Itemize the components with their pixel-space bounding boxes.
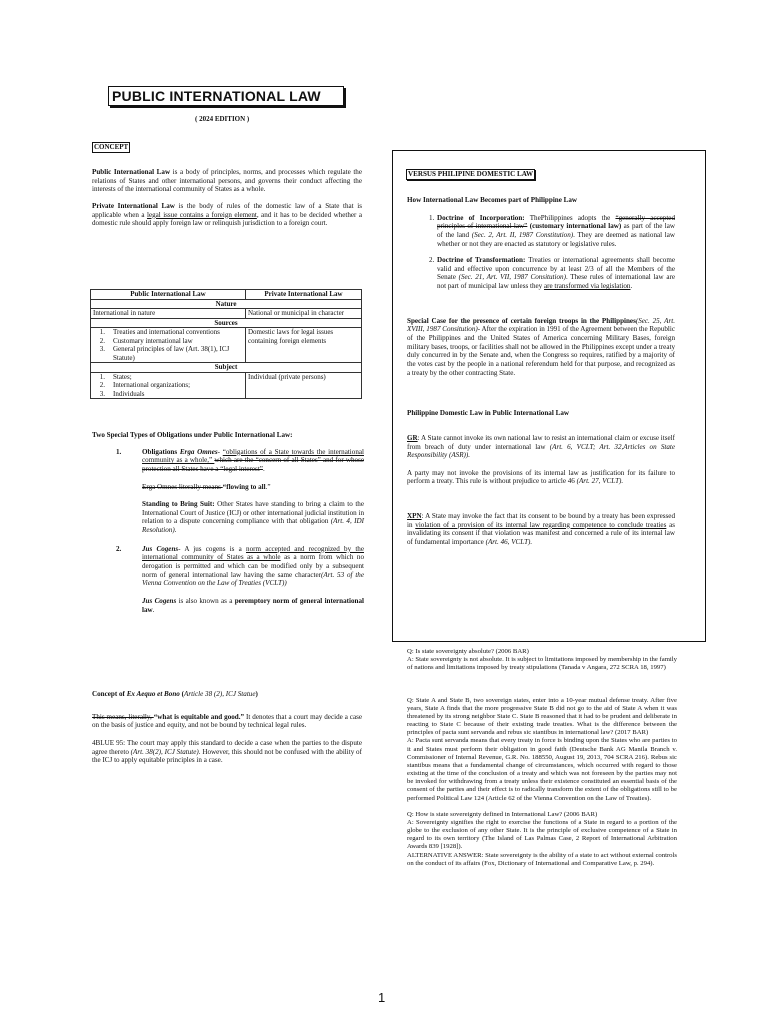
- privil-def-underlined: legal issue contains a foreign element: [146, 210, 257, 219]
- special-heading: Two Special Types of Obligations under Public International Law:: [92, 431, 293, 439]
- list-number: 2.: [99, 336, 105, 345]
- privil-def-text-b: , and it has to be decided whether a domestic rule should apply foreign law or relinquish jurisdiction to a foreign court.: [92, 210, 362, 228]
- period: .: [152, 605, 155, 614]
- incorporation-text-c: as part of the law of the land: [437, 222, 675, 239]
- jus-cogens-body: [142, 545, 364, 614]
- p2-text-a: 4BLUE 95: The court may apply this standard to decide a case when the parties to the dispute agree thereto: [92, 738, 362, 756]
- incorporation-struck: “generally accepted principles of international law”: [437, 213, 675, 231]
- period: .: [262, 464, 265, 473]
- ex-aequo-p1: [92, 713, 362, 730]
- question: Q: How is state sovereignty defined in International Law? (2006 BAR): [407, 810, 598, 818]
- gr-label: GR: [407, 433, 418, 442]
- comparison-table: [90, 289, 362, 399]
- answer: A: Pacta sunt servanda means that every treaty in force is binding upon the States who are parties to it and States must perform their obligation in good faith (Deutsche Bank AG Manila Branch v. Commissioner of Internal Revenue, G.R. No. 188550, August 19, 2013, 704 SCRA 216). Rebus sic stantibus means that a fundamental change of circumstances, which occurred with regard to those existing at the time of the conclusion of a treaty and which was not foreseen by the parties may not be invoked for withdrawing from a treaty unless their existence constituted an essential basis of the consent of the parties and their effect is to radically transform the extent of the obligations still to be performed Political Law 124 (Article 62 of the Vienna Convention on the Law of Treaties).: [407, 737, 677, 802]
- gr-paragraph: [407, 434, 675, 460]
- list-item: [407, 256, 675, 291]
- party-cite: (Art. 27, VCLT).: [576, 477, 624, 486]
- period: .: [630, 282, 633, 291]
- erga-omnes-literal-a: Erga Omnes: [142, 482, 178, 491]
- heading-part: (: [179, 690, 184, 698]
- versus-heading: VERSUS PHILIPINE DOMESTIC LAW: [408, 170, 534, 178]
- p2-text-b: . However, this should not be confused with the ability of the ICJ to apply equitable principles in a case.: [92, 747, 362, 765]
- erga-omnes-quote-1: “obligations of a State towards the international community as a whole,”: [142, 447, 364, 465]
- table-section-sources: Sources: [91, 318, 362, 328]
- qa-item: [407, 811, 677, 868]
- domestic-heading: Philippine Domestic Law in Public International Law: [407, 409, 569, 418]
- list-number: 1.: [99, 328, 105, 337]
- special-obligations-section: [92, 431, 364, 614]
- standing-cite: (Art. 4, IDI Resolution).: [142, 517, 364, 535]
- erga-omnes-term: Obligations: [142, 447, 180, 456]
- erga-omnes-literal-d: .”: [265, 482, 271, 491]
- list-item: [93, 328, 243, 337]
- list-text: Treaties and international conventions: [113, 328, 220, 337]
- privil-term: Private International Law: [92, 201, 175, 210]
- incorporation-term: Doctrine of Incorporation:: [437, 213, 525, 222]
- transformation-term: Doctrine of Transformation:: [437, 256, 526, 265]
- party-text: A party may not invoke the provisions of its internal law as justification for its failure to perform a treaty. This rule is without prejudice to article 46: [407, 468, 675, 486]
- incorporation-bold: (customary international law): [527, 222, 622, 231]
- heading-italic: Ex Aequo et Bono: [126, 690, 180, 698]
- ex-aequo-section: [92, 690, 362, 765]
- list-number: 2.: [429, 256, 435, 265]
- pil-term: Public International Law: [92, 168, 171, 176]
- sources-list: [93, 328, 243, 362]
- table-cell: [91, 328, 246, 363]
- special-case-title: Special Case for the presence of certain foreign troops in the Philippines: [407, 316, 636, 325]
- special-case-text: - After the expiration in 1991 of the Agreement between the Republic of the Philippines and the United States of America concerning Military Bases, foreign military bases, troops, or facilities shall not be allowed in the Philippines except under a treaty duly concurred in by the Senate and, when the Congress so requires, ratified by a majority of the votes cast by the people in a national referendum held for that purpose, and recognized as a treaty by the other contracting State.: [407, 325, 675, 377]
- heading-part: Concept of: [92, 690, 127, 698]
- pil-def-text: is a body of principles, norms, and processes which regulate the relations of States and other international persons, and governs their conduct affecting the interests of the international community of States as a whole.: [92, 168, 363, 194]
- list-item: [407, 214, 675, 249]
- incorporation-text-d: . They are deemed as national law whether or not they are enacted as statutory or legislative rules.: [437, 230, 675, 248]
- table-header-pil: Public International Law: [91, 290, 246, 300]
- table-section-subject: Subject: [91, 363, 362, 373]
- list-text: Customary international law: [113, 336, 193, 345]
- erga-omnes-literal-b: literally means: [177, 482, 223, 491]
- list-number: 1.: [99, 372, 105, 381]
- incorporation-cite: (Sec. 2, Art. II, 1987 Constitution): [471, 230, 574, 239]
- list-text: General principles of law (Art. 38(1), ICJ Statute): [113, 345, 230, 362]
- incorporation-body: [437, 214, 675, 249]
- list-item: [92, 545, 364, 614]
- incorporation-text-a: ThePhilippines adopts the: [524, 213, 616, 222]
- subject-list: [93, 373, 243, 399]
- list-item: [93, 381, 243, 390]
- standing-title: Standing to Bring Suit:: [142, 500, 215, 509]
- erga-omnes-quote-2: which are the “concern of all States” and for whose protection all States have a “legal interest”: [142, 456, 364, 473]
- answer: A: State sovereignty is not absolute. It is subject to limitations imposed by membership in the family of nations and limitations imposed by treaty stipulations (Tanada v Angara, 272 SCRA 18, 1997): [407, 656, 677, 672]
- xpn-cite: (Art. 46, VCLT).: [485, 538, 533, 547]
- table-cell: International in nature: [91, 309, 246, 319]
- jus-cogens-term: Jus Cogens: [142, 544, 179, 553]
- alternative-answer: ALTERNATIVE ANSWER: State sovereignty is the ability of a state to act without external controls on the conduct of its affairs (Fox, Dictionary of International and Comparative Law, p. 294).: [407, 851, 677, 867]
- p1-bold: “what is equitable and good.”: [153, 712, 245, 721]
- concept-heading: CONCEPT: [94, 143, 129, 151]
- transformation-body: [437, 256, 675, 291]
- list-item: [93, 390, 243, 399]
- list-number: 2.: [99, 381, 105, 390]
- list-number: 1.: [429, 213, 435, 222]
- dash: -: [217, 447, 223, 456]
- privil-def-text-a: is the body of rules of the domestic law of a State that is applicable when a: [92, 201, 362, 219]
- list-item: [93, 373, 243, 382]
- special-case-cite: (Sec. 25, Art. XVIII, 1987 Consitution): [407, 316, 675, 334]
- transformation-text-a: Treaties or international agreements shall become valid and effective upon concurrence by at least 2/3 of all the Members of the Senate: [437, 256, 676, 282]
- jus-cogens-also-b: is also known as a: [176, 596, 235, 605]
- erga-omnes-body: [142, 448, 364, 535]
- table-cell: [91, 372, 246, 399]
- gr-cite: (Art. 6, VCLT; Art. 32,Articles on State Responsibility (ASR)).: [407, 442, 676, 460]
- transformation-cite: (Sec. 21, Art. VII, 1987 Consitution): [458, 273, 566, 282]
- xpn-text-b: as invalidating its consent if that violation was manifest and concerned a rule of its internal law of fundamental importance: [407, 520, 675, 547]
- table-section-nature: Nature: [91, 299, 362, 309]
- xpn-label: XPN: [407, 512, 422, 521]
- erga-omnes-term-italic: Erga Omnes: [179, 447, 218, 456]
- standing-text: Other States have standing to bring a claim to the International Court of Justice (ICJ) or other international judicial institution in relation to a dispute concerning compliance with that obligation: [142, 500, 364, 526]
- transformation-text-b: . These rules of international law are not part of municipal law unless they: [437, 273, 675, 291]
- table-cell: National or municipal in character: [246, 309, 362, 319]
- list-text: International organizations;: [113, 381, 191, 390]
- list-text: States;: [113, 372, 132, 381]
- list-item: [93, 337, 243, 346]
- list-number: 3.: [99, 389, 105, 398]
- qa-item: [407, 648, 677, 673]
- document-title: PUBLIC INTERNATIONAL LAW: [108, 86, 344, 106]
- list-number: 3.: [99, 345, 105, 354]
- ex-aequo-p2: [92, 739, 362, 765]
- jus-cogens-underlined: norm accepted and recognized by the international community of States as a whole: [142, 544, 364, 562]
- page-number: 1: [378, 990, 386, 1005]
- xpn-underlined: violation of a provision of its internal law regarding competence to conclude treaties: [415, 520, 667, 529]
- how-heading: How International Law Becomes part of Philippine Law: [407, 196, 578, 204]
- xpn-text-a: : A State may invoke the fact that its consent to be bound by a treaty has been expressed in: [407, 512, 675, 529]
- question: Q: State A and State B, two sovereign states, enter into a 10-year mutual defense treaty. After five years, State A finds that the more progressive State B did not go to the aid of State A when it was threatened by its strong neighbor State C. State B reasoned that it had to be prudent and deliberate in reacting to State C because of their existing trade treaties. What is the difference between the principles of pacta sunt servanda and rebus sic stantibus in international law? (2017 BAR): [407, 696, 677, 737]
- pil-definition: [92, 168, 362, 194]
- p2-cite: (Art. 38(2), ICJ Statute): [130, 747, 199, 756]
- answer: A: Sovereignty signifies the right to exercise the functions of a State in regard to a portion of the globe to the exclusion of any other State. It is the principle of exclusive competence of a State in regard to its own territory (The Island of Las Palmas Case, 2 Report of International Arbitration Awards 839 [1928]).: [407, 818, 677, 851]
- gr-text: : A State cannot invoke its own national law to resist an international claim or excuse itself from breach of duty under international law: [407, 433, 675, 451]
- edition-label: ( 2024 EDITION ): [195, 115, 250, 123]
- versus-content: [407, 196, 675, 547]
- xpn-paragraph: [407, 512, 675, 547]
- concept-section: [92, 168, 362, 236]
- privil-definition: [92, 202, 362, 228]
- heading-cite: Article 38 (2), ICJ Statue: [183, 690, 256, 698]
- jus-cogens-text-a: - A jus cogens is a: [178, 544, 247, 553]
- jus-cogens-also-c: peremptory norm of general international law: [142, 596, 364, 614]
- list-item: [92, 448, 364, 535]
- list-number: 2.: [116, 544, 122, 553]
- table-cell: Domestic laws for legal issues containing foreign elements: [246, 328, 362, 363]
- question: Q: Is state sovereignty absolute? (2006 BAR): [407, 648, 529, 655]
- list-text: Individuals: [113, 389, 145, 398]
- jus-cogens-text-b: as a norm from which no derogation is permitted and which can be modified only by a subsequent norm of general international law having the same character: [142, 553, 364, 579]
- bar-questions: [407, 648, 677, 868]
- party-paragraph: [407, 469, 675, 486]
- list-item: [93, 345, 243, 362]
- qa-item: [407, 697, 677, 803]
- jus-cogens-cite: (Art. 53 of the Vienna Convention on the Law of Treaties (VCLT)): [142, 570, 364, 588]
- transformation-underlined: are transformed via legislation: [543, 282, 631, 291]
- special-case-paragraph: [407, 317, 675, 377]
- ex-aequo-heading: [92, 690, 362, 699]
- erga-omnes-literal-c: “flowing to all: [222, 482, 266, 491]
- list-number: 1.: [116, 447, 122, 456]
- p1-struck: This means, literally,: [92, 712, 154, 721]
- table-cell: Individual (private persons): [246, 372, 362, 399]
- p1-text: It denotes that a court may decide a case on the basis of justice and equity, and not be bound by technical legal rules.: [92, 712, 363, 730]
- jus-cogens-also-a: Jus Cogens: [142, 596, 177, 605]
- heading-part: ): [255, 690, 258, 698]
- table-header-private: Private International Law: [246, 290, 362, 300]
